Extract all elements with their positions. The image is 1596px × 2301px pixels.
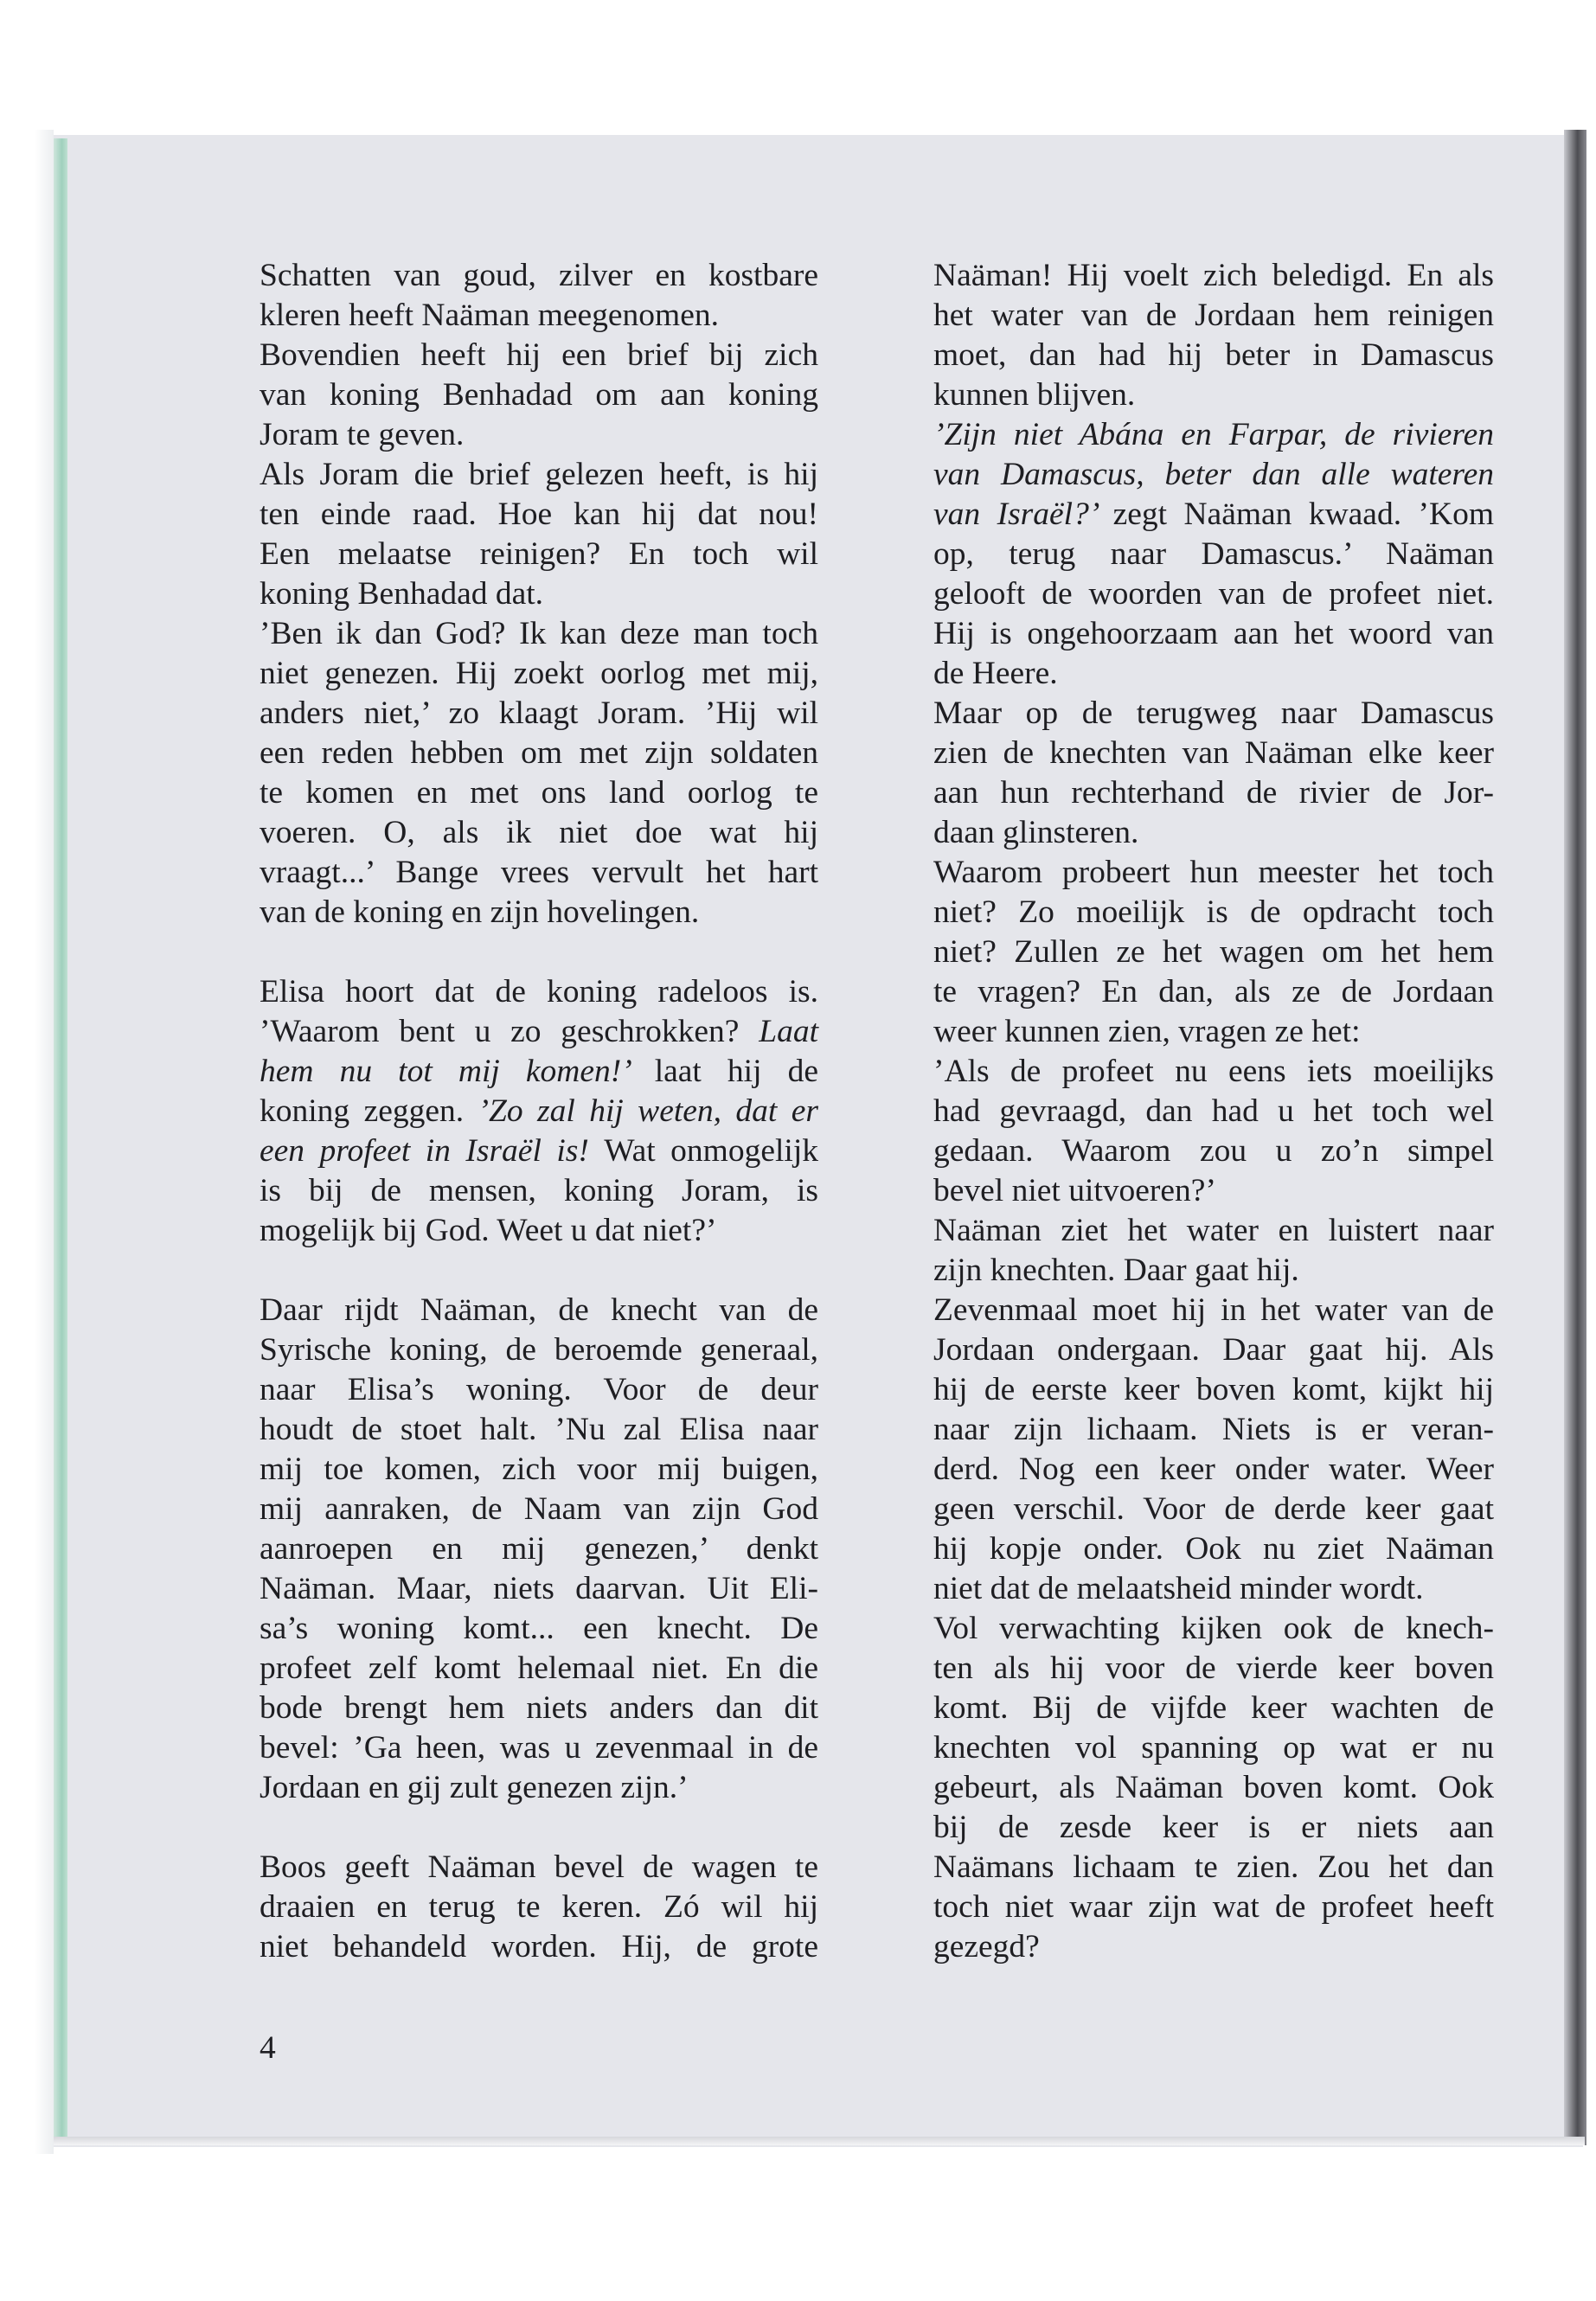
text-run: van de koning en zijn hovelingen. [260, 894, 700, 930]
text-run: mij toe komen, zich voor mij buigen, [260, 1452, 818, 1487]
text-line [933, 1211, 1494, 1251]
paragraph-gap [260, 1251, 818, 1291]
text-run: bij de zesde keer is er niets aan [933, 1810, 1494, 1845]
text-run: derd. Nog een keer onder water. Weer [933, 1452, 1494, 1487]
text-line [933, 1927, 1494, 1967]
book-spine-shadow [1564, 130, 1586, 2145]
text-line [260, 455, 818, 495]
text-line [933, 415, 1494, 455]
text-run: Daar rijdt Naäman, de knecht van de [260, 1292, 818, 1328]
text-line [933, 694, 1494, 734]
text-line [260, 535, 818, 574]
text-line [933, 1529, 1494, 1569]
text-line [933, 1569, 1494, 1609]
text-line [933, 455, 1494, 495]
text-run: gezegd? [933, 1929, 1040, 1965]
text-line [933, 933, 1494, 972]
text-run: knechten vol spanning op wat er nu [933, 1730, 1494, 1766]
text-line [260, 773, 818, 813]
text-run: ’Waarom bent u zo geschrokken? [260, 1014, 760, 1049]
text-run: bevel: ’Ga heen, was u zevenmaal in de [260, 1730, 818, 1766]
text-run: had gevraagd, dan had u het toch wel [933, 1093, 1494, 1129]
text-run: hij kopje onder. Ook nu ziet Naäman [933, 1531, 1494, 1567]
text-run: Schatten van goud, zilver en kostbare [260, 258, 818, 293]
italic-text: hem nu tot mij komen!’ [260, 1054, 655, 1089]
text-run: niet behandeld worden. Hij, de grote [260, 1929, 818, 1965]
text-run: Joram te geven. [260, 417, 465, 452]
paragraph-gap [260, 1808, 818, 1848]
text-run: naar Elisa’s woning. Voor de deur [260, 1372, 818, 1407]
text-run: gebeurt, als Naäman boven komt. Ook [933, 1770, 1494, 1805]
text-line [260, 1768, 818, 1808]
text-run: Een melaatse reinigen? En toch wil [260, 536, 818, 572]
text-line [933, 1689, 1494, 1728]
text-line [260, 336, 818, 375]
text-line [933, 972, 1494, 1012]
text-run: de Heere. [933, 656, 1058, 691]
text-run: koning Benhadad dat. [260, 576, 544, 612]
text-line [933, 1888, 1494, 1927]
text-run: is bij de mensen, koning Joram, is [260, 1173, 818, 1208]
text-line [260, 1410, 818, 1450]
text-line [260, 614, 818, 654]
text-run: Jordaan en gij zult genezen zijn.’ [260, 1770, 689, 1805]
text-line [933, 375, 1494, 415]
text-run: koning zeggen. [260, 1093, 478, 1129]
italic-text: Laat [759, 1014, 818, 1049]
text-run: kleren heeft Naäman meegenomen. [260, 298, 719, 333]
text-run: Vol verwachting kijken ook de knech- [933, 1611, 1494, 1646]
italic-text: van Israël?’ [933, 497, 1113, 532]
text-line [933, 1649, 1494, 1689]
text-run: bode brengt hem niets anders dan dit [260, 1690, 818, 1726]
text-line [933, 1450, 1494, 1490]
text-run: anders niet,’ zo klaagt Joram. ’Hij wil [260, 695, 818, 731]
text-run: kunnen blijven. [933, 377, 1136, 413]
text-run: Waarom probeert hun meester het toch [933, 855, 1494, 890]
text-run: zegt Naäman kwaad. ’Kom [1112, 497, 1494, 532]
text-line [260, 1609, 818, 1649]
text-line [260, 1171, 818, 1211]
text-run: gelooft de woorden van de profeet niet. [933, 576, 1494, 612]
text-line [260, 375, 818, 415]
text-line [260, 1649, 818, 1689]
text-line [260, 1012, 818, 1052]
text-run: Syrische koning, de beroemde generaal, [260, 1332, 818, 1368]
text-run: Als Joram die brief gelezen heeft, is hij [260, 457, 818, 492]
text-run: moet, dan had hij beter in Damascus [933, 337, 1494, 373]
text-line [933, 1768, 1494, 1808]
text-line [933, 654, 1494, 694]
text-run: voeren. O, als ik niet doe wat hij [260, 815, 818, 850]
text-line [933, 1131, 1494, 1171]
text-run: niet genezen. Hij zoekt oorlog met mij, [260, 656, 818, 691]
text-line [260, 1888, 818, 1927]
text-run: van koning Benhadad om aan koning [260, 377, 818, 413]
text-line [260, 495, 818, 535]
text-line [260, 574, 818, 614]
page-bottom-edge [54, 2137, 1585, 2145]
text-line [260, 1211, 818, 1251]
italic-text: ’Zo zal hij weten, dat er [478, 1093, 818, 1129]
text-run: Naämans lichaam te zien. Zou het dan [933, 1849, 1494, 1885]
text-line [933, 1092, 1494, 1131]
text-run: Boos geeft Naäman bevel de wagen te [260, 1849, 818, 1885]
text-run: Elisa hoort dat de koning radeloos is. [260, 974, 818, 1009]
text-run: het water van de Jordaan hem reinigen [933, 298, 1494, 333]
text-line [260, 1131, 818, 1171]
text-line [260, 893, 818, 933]
text-run: Naäman ziet het water en luistert naar [933, 1213, 1494, 1248]
text-run: hij de eerste keer boven komt, kijkt hij [933, 1372, 1494, 1407]
text-run: Jordaan ondergaan. Daar gaat hij. Als [933, 1332, 1494, 1368]
text-run: ’Als de profeet nu eens iets moeilijks [933, 1054, 1494, 1089]
text-line [933, 535, 1494, 574]
text-run: aan hun rechterhand de rivier de Jor- [933, 775, 1494, 811]
text-run: toch niet waar zijn wat de profeet heeft [933, 1889, 1494, 1925]
text-line [933, 773, 1494, 813]
text-run: Hij is ongehoorzaam aan het woord van [933, 616, 1494, 651]
text-line [933, 1052, 1494, 1092]
text-run: komt. Bij de vijfde keer wachten de [933, 1690, 1494, 1726]
text-line [260, 1689, 818, 1728]
text-run: te komen en met ons land oorlog te [260, 775, 818, 811]
text-line [933, 1370, 1494, 1410]
text-line [260, 1092, 818, 1131]
text-run: aanroepen en mij genezen,’ denkt [260, 1531, 818, 1567]
text-line [260, 1291, 818, 1330]
text-line [260, 1848, 818, 1888]
text-run: gedaan. Waarom zou u zo’n simpel [933, 1133, 1494, 1169]
text-line [260, 1529, 818, 1569]
text-run: mij aanraken, de Naam van zijn God [260, 1491, 818, 1527]
text-line [933, 1012, 1494, 1052]
text-run: Naäman. Maar, niets daarvan. Uit Eli- [260, 1571, 818, 1606]
text-line [933, 734, 1494, 773]
text-run: weer kunnen zien, vragen ze het: [933, 1014, 1361, 1049]
paragraph-gap [260, 933, 818, 972]
book-cover-edge [54, 138, 67, 2145]
text-line [260, 972, 818, 1012]
text-line [260, 813, 818, 853]
text-line [260, 1370, 818, 1410]
text-line [260, 694, 818, 734]
text-line [933, 1728, 1494, 1768]
text-run: op, terug naar Damascus.’ Naäman [933, 536, 1494, 572]
text-run: vraagt...’ Bange vrees vervult het hart [260, 855, 818, 890]
text-run: sa’s woning komt... een knecht. De [260, 1611, 818, 1646]
text-run: niet? Zullen ze het wagen om het hem [933, 934, 1494, 970]
italic-text: van Damascus, beter dan alle wateren [933, 457, 1494, 492]
italic-text: een profeet in Israël is! [260, 1133, 605, 1169]
text-line [933, 495, 1494, 535]
text-run: ten einde raad. Hoe kan hij dat nou! [260, 497, 818, 532]
text-run: bevel niet uitvoeren?’ [933, 1173, 1216, 1208]
text-column-left [260, 256, 818, 1967]
text-run: Zevenmaal moet hij in het water van de [933, 1292, 1494, 1328]
text-line [933, 1808, 1494, 1848]
text-line [933, 1251, 1494, 1291]
text-line [933, 336, 1494, 375]
text-line [933, 296, 1494, 336]
text-run: zien de knechten van Naäman elke keer [933, 735, 1494, 771]
text-line [260, 734, 818, 773]
text-line [260, 1450, 818, 1490]
text-run: geen verschil. Voor de derde keer gaat [933, 1491, 1494, 1527]
text-run: mogelijk bij God. Weet u dat niet?’ [260, 1213, 717, 1248]
text-line [260, 1927, 818, 1967]
text-line [933, 893, 1494, 933]
text-run: daan glinsteren. [933, 815, 1139, 850]
text-run: houdt de stoet halt. ’Nu zal Elisa naar [260, 1412, 818, 1447]
page-number: 4 [260, 2030, 276, 2066]
text-line [260, 654, 818, 694]
text-line [260, 1330, 818, 1370]
text-run: naar zijn lichaam. Niets is er veran- [933, 1412, 1494, 1447]
text-line [933, 1330, 1494, 1370]
text-run: een reden hebben om met zijn soldaten [260, 735, 818, 771]
text-line [933, 1410, 1494, 1450]
text-line [260, 1569, 818, 1609]
text-line [933, 813, 1494, 853]
text-line [933, 853, 1494, 893]
text-line [260, 256, 818, 296]
text-line [260, 296, 818, 336]
text-run: profeet zelf komt helemaal niet. En die [260, 1650, 818, 1686]
text-line [260, 1728, 818, 1768]
text-line [260, 415, 818, 455]
text-line [933, 256, 1494, 296]
italic-text: ’Zijn niet Abána en Farpar, de rivieren [933, 417, 1494, 452]
text-line [933, 574, 1494, 614]
text-run: ten als hij voor de vierde keer boven [933, 1650, 1494, 1686]
text-line [933, 1609, 1494, 1649]
text-run: laat hij de [654, 1054, 819, 1089]
text-run: draaien en terug te keren. Zó wil hij [260, 1889, 818, 1925]
text-line [933, 1171, 1494, 1211]
text-column-right [933, 256, 1494, 1967]
text-run: ’Ben ik dan God? Ik kan deze man toch [260, 616, 818, 651]
text-line [933, 1291, 1494, 1330]
text-run: Wat onmogelijk [604, 1133, 818, 1169]
text-run: niet? Zo moeilijk is de opdracht toch [933, 894, 1494, 930]
text-run: Bovendien heeft hij een brief bij zich [260, 337, 818, 373]
text-run: zijn knechten. Daar gaat hij. [933, 1253, 1299, 1288]
text-line [260, 1490, 818, 1529]
text-run: Maar op de terugweg naar Damascus [933, 695, 1494, 731]
text-run: niet dat de melaatsheid minder wordt. [933, 1571, 1424, 1606]
text-line [260, 1052, 818, 1092]
text-run: te vragen? En dan, als ze de Jordaan [933, 974, 1494, 1009]
text-line [260, 853, 818, 893]
text-line [933, 1490, 1494, 1529]
text-line [933, 1848, 1494, 1888]
scan-left-margin [35, 130, 54, 2154]
text-run: Naäman! Hij voelt zich beledigd. En als [933, 258, 1494, 293]
text-line [933, 614, 1494, 654]
